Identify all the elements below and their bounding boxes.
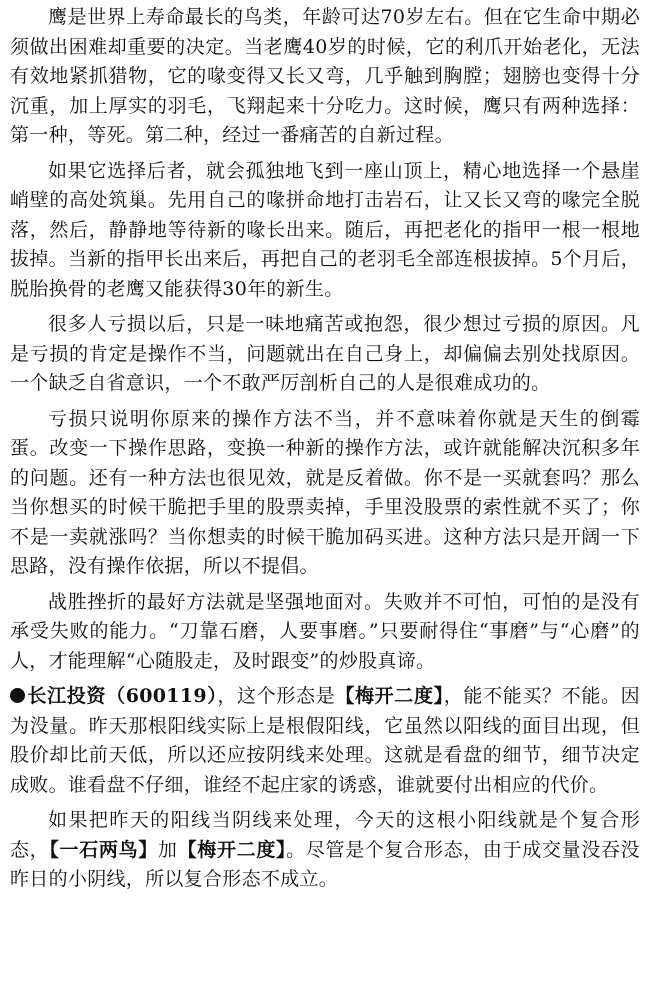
paragraph-compound-pattern: [10, 806, 640, 895]
stock-text-a: ，这个形态是: [217, 685, 336, 707]
pattern-name: 【梅开二度】: [335, 685, 444, 707]
pattern-name-2: 【梅开二度】: [177, 838, 287, 861]
pattern-name-1: 【一石两鸟】: [49, 838, 158, 861]
compound-text-c: 。尽管是个复合形态，由于成交量没吞没昨日的小阴线，所以复合形态不成立。: [10, 838, 640, 890]
compound-text-a: 如果把昨天的阳线当阴线来处理，今天的这根小阳线就是个复合形态，: [10, 809, 640, 861]
paragraph-eagle-lifespan: 鹰是世界上寿命最长的鸟类，年龄可达70岁左右。但在它生命中期必须做出困难却重要的决定。当老鹰40岁的时候，它的利爪开始老化，无法有效地紧抓猎物，它的喙变得又长又弯，几乎触到胸膛；翅膀也变得十分沉重，加上厚实的羽毛，飞翔起来十分吃力。这时候，鹰只有两种选择：第一种，等死。第二种，经过一番痛苦的自新过程。: [10, 6, 640, 146]
paragraph-face-setbacks: 战胜挫折的最好方法就是坚强地面对。失败并不可怕，可怕的是没有承受失败的能力。“刀靠石磨，人要事磨。”只要耐得住“事磨”与“心磨”的人，才能理解“心随股走，及时跟变”的炒股真谛。: [10, 590, 640, 672]
stock-name: 长江投资: [27, 685, 107, 707]
paragraph-loss-reasons: 很多人亏损以后，只是一味地痛苦或抱怨，很少想过亏损的原因。凡是亏损的肯定是操作不当，问题就出在自己身上，却偏偏去别处找原因。一个缺乏自省意识，一个不敢严厉剖析自己的人是很难成功的。: [10, 313, 640, 394]
paragraph-eagle-renewal: 如果它选择后者，就会孤独地飞到一座山顶上，精心地选择一个悬崖峭壁的高处筑巢。先用自己的喙拼命地打击岩石，让又长又弯的喙完全脱落，然后，静静地等待新的喙长出来。随后，再把老化的指甲一根一根地拔掉。当新的指甲长出来后，再把自己的老羽毛全部连根拔掉。5个月后，脱胎换骨的老鹰又能获得30年的新生。: [10, 159, 640, 300]
paragraph-stock-example: [10, 682, 640, 800]
stock-text-b: ，能不能买？不能。因为没量。昨天那根阳线实际上是根假阳线，它虽然以阳线的面目出现，但股价却比前天低，所以还应按阴线来处理。这就是看盘的细节，细节决定成败。谁看盘不仔细，谁经不起庄家的诱惑，谁就要付出相应的代价。: [10, 685, 640, 796]
bullet-icon: [10, 688, 25, 703]
compound-text-b: 加: [157, 838, 178, 861]
paragraph-change-method: 亏损只说明你原来的操作方法不当，并不意味着你就是天生的倒霉蛋。改变一下操作思路，变换一种新的操作方法，或许就能解决沉积多年的问题。还有一种方法也很见效，就是反着做。你不是一买就套吗？那么当你想买的时候干脆把手里的股票卖掉，手里没股票的索性就不买了；你不是一卖就涨吗？当你想卖的时候干脆加码买进。这种方法只是开阔一下思路，没有操作依据，所以不提倡。: [10, 407, 640, 577]
stock-code: （600119）: [106, 685, 218, 707]
